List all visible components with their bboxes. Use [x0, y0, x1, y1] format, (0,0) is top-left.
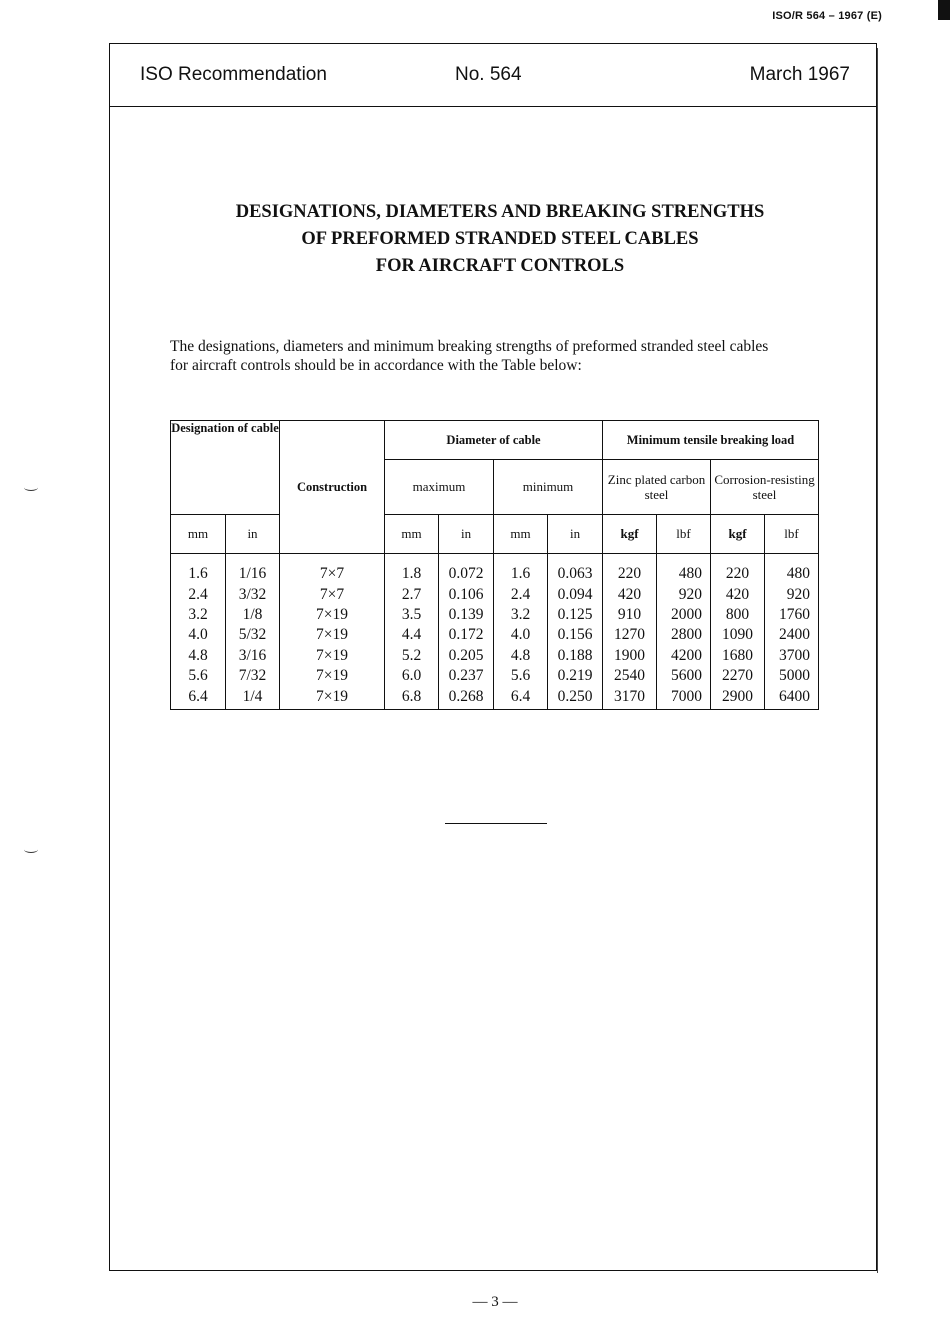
cell-max-in: 0.205 [439, 646, 494, 666]
cell-zinc-kgf: 910 [603, 605, 657, 625]
intro-line: for aircraft controls should be in accordance with the Table below: [170, 357, 582, 374]
cell-min-in: 0.219 [548, 666, 603, 686]
cell-corr-lbf: 1760 [765, 605, 819, 625]
cable-table [170, 420, 819, 710]
header-designation: Designation of cable [171, 421, 280, 515]
cell-corr-kgf: 1680 [711, 646, 765, 666]
page-frame [109, 43, 877, 1271]
cell-max-in: 0.268 [439, 686, 494, 709]
cell-mm: 5.6 [171, 666, 226, 686]
cell-zinc-lbf: 7000 [657, 686, 711, 709]
cell-corr-kgf: 800 [711, 605, 765, 625]
cell-zinc-lbf: 2800 [657, 625, 711, 645]
end-rule [445, 823, 547, 824]
cell-construction: 7×7 [280, 564, 385, 584]
cell-min-in: 0.094 [548, 584, 603, 604]
unit-lbf: lbf [765, 515, 819, 554]
header-minimum: minimum [494, 460, 603, 515]
header-date: March 1967 [749, 64, 850, 85]
cell-in: 3/32 [226, 584, 280, 604]
cell-construction: 7×7 [280, 584, 385, 604]
cell-corr-kgf: 2270 [711, 666, 765, 686]
unit-kgf: kgf [603, 515, 657, 554]
cell-corr-lbf: 6400 [765, 686, 819, 709]
cell-min-mm: 3.2 [494, 605, 548, 625]
cell-in: 1/8 [226, 605, 280, 625]
unit-in: in [439, 515, 494, 554]
intro-line: The designations, diameters and minimum breaking strengths of preformed stranded steel cables [170, 338, 769, 355]
cell-mm: 6.4 [171, 686, 226, 709]
cell-max-mm: 2.7 [385, 584, 439, 604]
cell-corr-lbf: 5000 [765, 666, 819, 686]
unit-in: in [548, 515, 603, 554]
document-reference: ISO/R 564 – 1967 (E) [772, 10, 882, 22]
header-maximum: maximum [385, 460, 494, 515]
cell-corr-kgf: 220 [711, 564, 765, 584]
cell-max-mm: 1.8 [385, 564, 439, 584]
cell-zinc-kgf: 2540 [603, 666, 657, 686]
cell-min-mm: 6.4 [494, 686, 548, 709]
cell-min-mm: 4.0 [494, 625, 548, 645]
cell-min-in: 0.188 [548, 646, 603, 666]
document-title [110, 199, 890, 280]
unit-mm: mm [494, 515, 548, 554]
unit-mm: mm [385, 515, 439, 554]
cell-mm: 4.8 [171, 646, 226, 666]
table-row [171, 686, 819, 709]
header-corrosion-resisting: Corrosion-resisting steel [711, 460, 819, 515]
title-line: DESIGNATIONS, DIAMETERS AND BREAKING STRENGTHS [235, 202, 765, 222]
cell-zinc-lbf: 4200 [657, 646, 711, 666]
cell-in: 7/32 [226, 666, 280, 686]
table-row [171, 564, 819, 584]
header-number: No. 564 [455, 64, 522, 85]
unit-lbf: lbf [657, 515, 711, 554]
page-number: — 3 — [472, 1294, 518, 1310]
cell-max-mm: 5.2 [385, 646, 439, 666]
margin-mark [24, 484, 38, 491]
header-breaking-load: Minimum tensile breaking load [603, 421, 819, 460]
cell-mm: 2.4 [171, 584, 226, 604]
cell-mm: 4.0 [171, 625, 226, 645]
cell-zinc-kgf: 3170 [603, 686, 657, 709]
cell-corr-kgf: 420 [711, 584, 765, 604]
cell-zinc-kgf: 420 [603, 584, 657, 604]
cell-in: 5/32 [226, 625, 280, 645]
table-row [171, 605, 819, 625]
margin-mark [24, 846, 38, 853]
cell-max-mm: 6.0 [385, 666, 439, 686]
cell-min-mm: 5.6 [494, 666, 548, 686]
cell-corr-kgf: 2900 [711, 686, 765, 709]
cell-zinc-kgf: 1270 [603, 625, 657, 645]
cell-construction: 7×19 [280, 686, 385, 709]
header-diameter: Diameter of cable [385, 421, 603, 460]
cell-max-in: 0.139 [439, 605, 494, 625]
unit-kgf: kgf [711, 515, 765, 554]
page-header [110, 44, 876, 107]
cell-min-mm: 1.6 [494, 564, 548, 584]
cell-corr-lbf: 3700 [765, 646, 819, 666]
cell-construction: 7×19 [280, 605, 385, 625]
unit-in: in [226, 515, 280, 554]
cell-construction: 7×19 [280, 646, 385, 666]
header-zinc-plated: Zinc plated carbon steel [603, 460, 711, 515]
table-body [171, 564, 819, 709]
table-row [171, 646, 819, 666]
table-row [171, 584, 819, 604]
cell-in: 1/16 [226, 564, 280, 584]
cell-max-in: 0.072 [439, 564, 494, 584]
cell-in: 1/4 [226, 686, 280, 709]
unit-mm: mm [171, 515, 226, 554]
cell-mm: 1.6 [171, 564, 226, 584]
cell-corr-lbf: 480 [765, 564, 819, 584]
cell-construction: 7×19 [280, 666, 385, 686]
cell-mm: 3.2 [171, 605, 226, 625]
cell-in: 3/16 [226, 646, 280, 666]
cell-min-in: 0.156 [548, 625, 603, 645]
cell-min-in: 0.125 [548, 605, 603, 625]
cell-min-mm: 2.4 [494, 584, 548, 604]
cell-max-in: 0.172 [439, 625, 494, 645]
cell-min-in: 0.063 [548, 564, 603, 584]
title-line: FOR AIRCRAFT CONTROLS [375, 256, 625, 276]
cell-corr-kgf: 1090 [711, 625, 765, 645]
table-row [171, 625, 819, 645]
cell-zinc-kgf: 1900 [603, 646, 657, 666]
header-construction: Construction [280, 421, 385, 554]
cell-min-in: 0.250 [548, 686, 603, 709]
cell-max-in: 0.237 [439, 666, 494, 686]
cell-max-mm: 6.8 [385, 686, 439, 709]
table-row [171, 666, 819, 686]
cell-min-mm: 4.8 [494, 646, 548, 666]
cell-construction: 7×19 [280, 625, 385, 645]
cell-zinc-lbf: 480 [657, 564, 711, 584]
cell-zinc-lbf: 2000 [657, 605, 711, 625]
frame-shadow-edge [877, 48, 881, 1273]
cell-max-mm: 3.5 [385, 605, 439, 625]
cell-zinc-lbf: 920 [657, 584, 711, 604]
cell-max-mm: 4.4 [385, 625, 439, 645]
scan-corner-mark [938, 0, 950, 20]
intro-paragraph [170, 337, 830, 375]
header-recommendation: ISO Recommendation [140, 64, 327, 85]
cell-corr-lbf: 2400 [765, 625, 819, 645]
cell-max-in: 0.106 [439, 584, 494, 604]
title-line: OF PREFORMED STRANDED STEEL CABLES [301, 229, 699, 249]
cell-corr-lbf: 920 [765, 584, 819, 604]
cell-zinc-kgf: 220 [603, 564, 657, 584]
cell-zinc-lbf: 5600 [657, 666, 711, 686]
